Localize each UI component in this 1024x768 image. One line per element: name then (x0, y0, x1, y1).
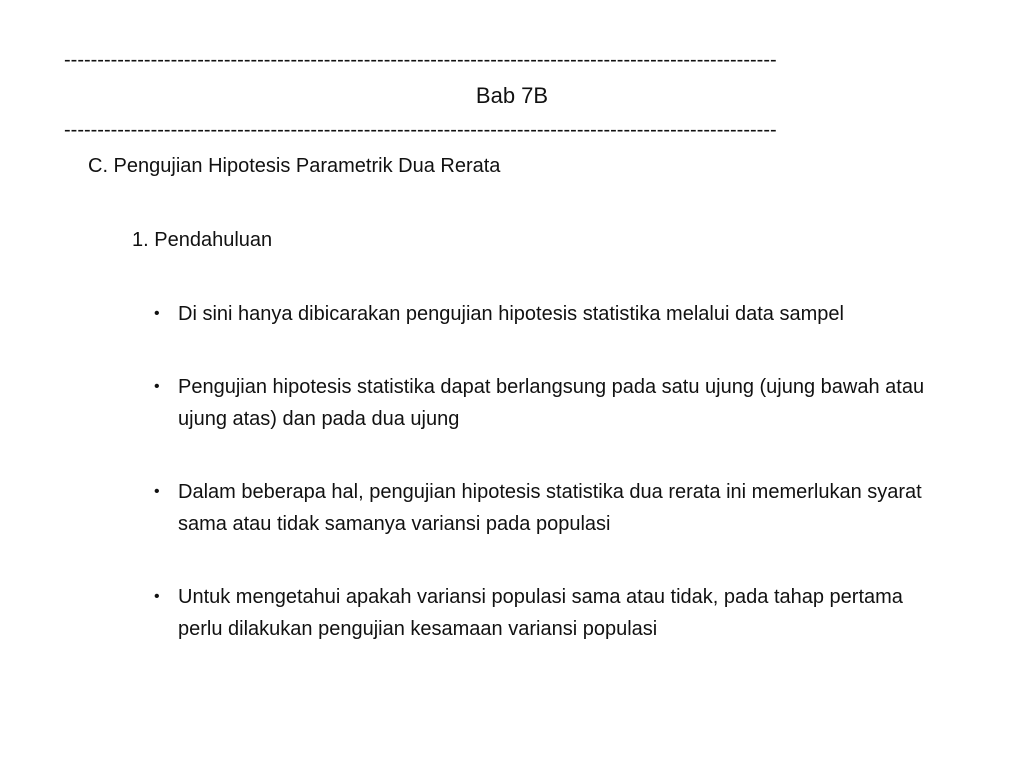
bullet-dot-icon: • (154, 483, 160, 500)
subsection-heading: 1. Pendahuluan (132, 229, 273, 251)
bullet-item (150, 298, 940, 330)
bullet-text: Untuk mengetahui apakah variansi populasi sama atau tidak, pada tahap pertama perlu dilakukan pengujian kesamaan variansi populasi (178, 586, 903, 640)
dashed-rule-bottom: ----------------------------------------------------------------------------------------------------------- (64, 119, 777, 141)
bullet-text: Di sini hanya dibicarakan pengujian hipotesis statistika melalui data sampel (178, 303, 844, 325)
bullet-text: Pengujian hipotesis statistika dapat berlangsung pada satu ujung (ujung bawah atau ujung atas) dan pada dua ujung (178, 376, 925, 430)
slide-title: Bab 7B (475, 83, 549, 108)
bullet-item (150, 371, 940, 435)
bullet-dot-icon: • (154, 378, 160, 395)
bullet-dot-icon: • (154, 305, 160, 322)
bullet-dot-icon: • (154, 588, 160, 605)
section-heading: C. Pengujian Hipotesis Parametrik Dua Rerata (88, 155, 501, 177)
bullet-text: Dalam beberapa hal, pengujian hipotesis statistika dua rerata ini memerlukan syarat sama atau tidak samanya variansi pada populasi (178, 481, 922, 535)
bullet-item (150, 581, 940, 645)
dashed-rule-top: ----------------------------------------------------------------------------------------------------------- (64, 49, 777, 71)
bullet-item (150, 476, 940, 540)
bullet-list (150, 298, 940, 686)
